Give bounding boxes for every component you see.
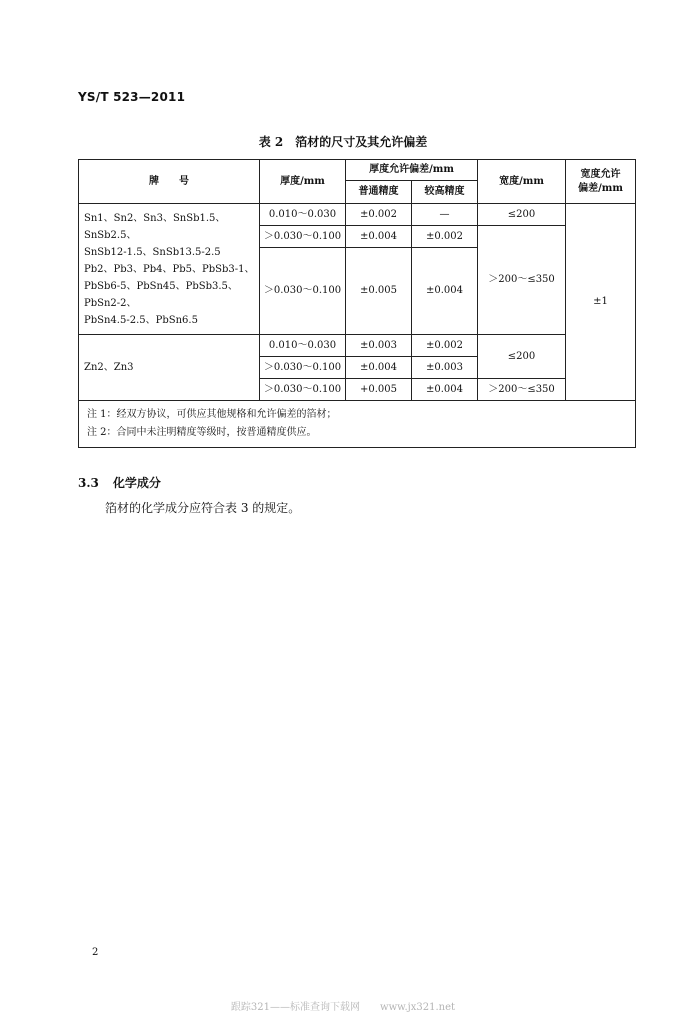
watermark: 跟踪321——标准查询下载网 www.jx321.net — [230, 1002, 456, 1013]
grade-line: Zn2、Zn3 — [84, 362, 134, 373]
grade-line: Sn1、Sn2、Sn3、SnSb1.5、SnSb2.5、 — [84, 212, 226, 241]
ordinary-tolerance-cell: ±0.003 — [346, 335, 412, 357]
page-number: 2 — [92, 947, 99, 958]
table-row — [79, 204, 636, 226]
width-cell: ＞200～≤350 — [478, 379, 566, 401]
width-tolerance-cell: ±1 — [566, 204, 636, 401]
thickness-cell: ＞0.030～0.100 — [260, 379, 346, 401]
ordinary-tolerance-cell: ±0.004 — [346, 226, 412, 248]
dimensions-tolerance-table — [78, 159, 636, 448]
higher-tolerance-cell: ±0.002 — [412, 226, 478, 248]
header-width: 宽度/mm — [478, 160, 566, 204]
ordinary-tolerance-cell: +0.005 — [346, 379, 412, 401]
header-grade: 牌 号 — [79, 160, 260, 204]
grade-line: PbSb6-5、PbSn45、PbSb3.5、PbSn2-2、 — [84, 280, 238, 309]
ordinary-tolerance-cell: ±0.005 — [346, 248, 412, 335]
header-width-tolerance — [566, 160, 636, 204]
header-width-tolerance-line1: 宽度允许 — [580, 168, 621, 180]
table-row — [79, 335, 636, 357]
higher-tolerance-cell: ±0.003 — [412, 357, 478, 379]
higher-tolerance-cell: — — [412, 204, 478, 226]
grade-line: PbSn4.5-2.5、PbSn6.5 — [84, 314, 198, 326]
table-note: 注 2：合同中未注明精度等级时，按普通精度供应。 — [87, 427, 317, 438]
table-header-row — [79, 160, 636, 181]
higher-tolerance-cell: ±0.004 — [412, 379, 478, 401]
thickness-cell: ＞0.030～0.100 — [260, 248, 346, 335]
grade-line: SnSb12-1.5、SnSb13.5-2.5 — [84, 246, 221, 258]
thickness-cell: 0.010～0.030 — [260, 204, 346, 226]
grade-cell — [79, 335, 260, 401]
header-width-tolerance-line2: 偏差/mm — [578, 182, 623, 194]
section-number: 3.3 — [78, 476, 99, 490]
width-cell: ≤200 — [478, 335, 566, 379]
header-higher-precision: 较高精度 — [412, 181, 478, 204]
standard-code: YS/T 523—2011 — [78, 90, 186, 104]
table-notes-row — [79, 401, 636, 448]
ordinary-tolerance-cell: ±0.002 — [346, 204, 412, 226]
width-cell: ≤200 — [478, 204, 566, 226]
header-thickness-tolerance: 厚度允许偏差/mm — [346, 160, 478, 181]
higher-tolerance-cell: ±0.002 — [412, 335, 478, 357]
thickness-cell: ＞0.030～0.100 — [260, 226, 346, 248]
table-caption: 表 2 箔材的尺寸及其允许偏差 — [258, 135, 428, 149]
grade-cell — [79, 204, 260, 335]
section-title: 化学成分 — [112, 476, 161, 490]
width-cell: ＞200～≤350 — [478, 226, 566, 335]
section-body: 箔材的化学成分应符合表 3 的规定。 — [105, 501, 301, 515]
header-thickness: 厚度/mm — [260, 160, 346, 204]
section-heading — [78, 474, 161, 491]
table-notes — [79, 401, 636, 448]
header-ordinary-precision: 普通精度 — [346, 181, 412, 204]
thickness-cell: ＞0.030～0.100 — [260, 357, 346, 379]
ordinary-tolerance-cell: ±0.004 — [346, 357, 412, 379]
higher-tolerance-cell: ±0.004 — [412, 248, 478, 335]
table-note: 注 1：经双方协议，可供应其他规格和允许偏差的箔材； — [87, 409, 337, 420]
grade-line: Pb2、Pb3、Pb4、Pb5、PbSb3-1、 — [84, 263, 255, 275]
thickness-cell: 0.010～0.030 — [260, 335, 346, 357]
